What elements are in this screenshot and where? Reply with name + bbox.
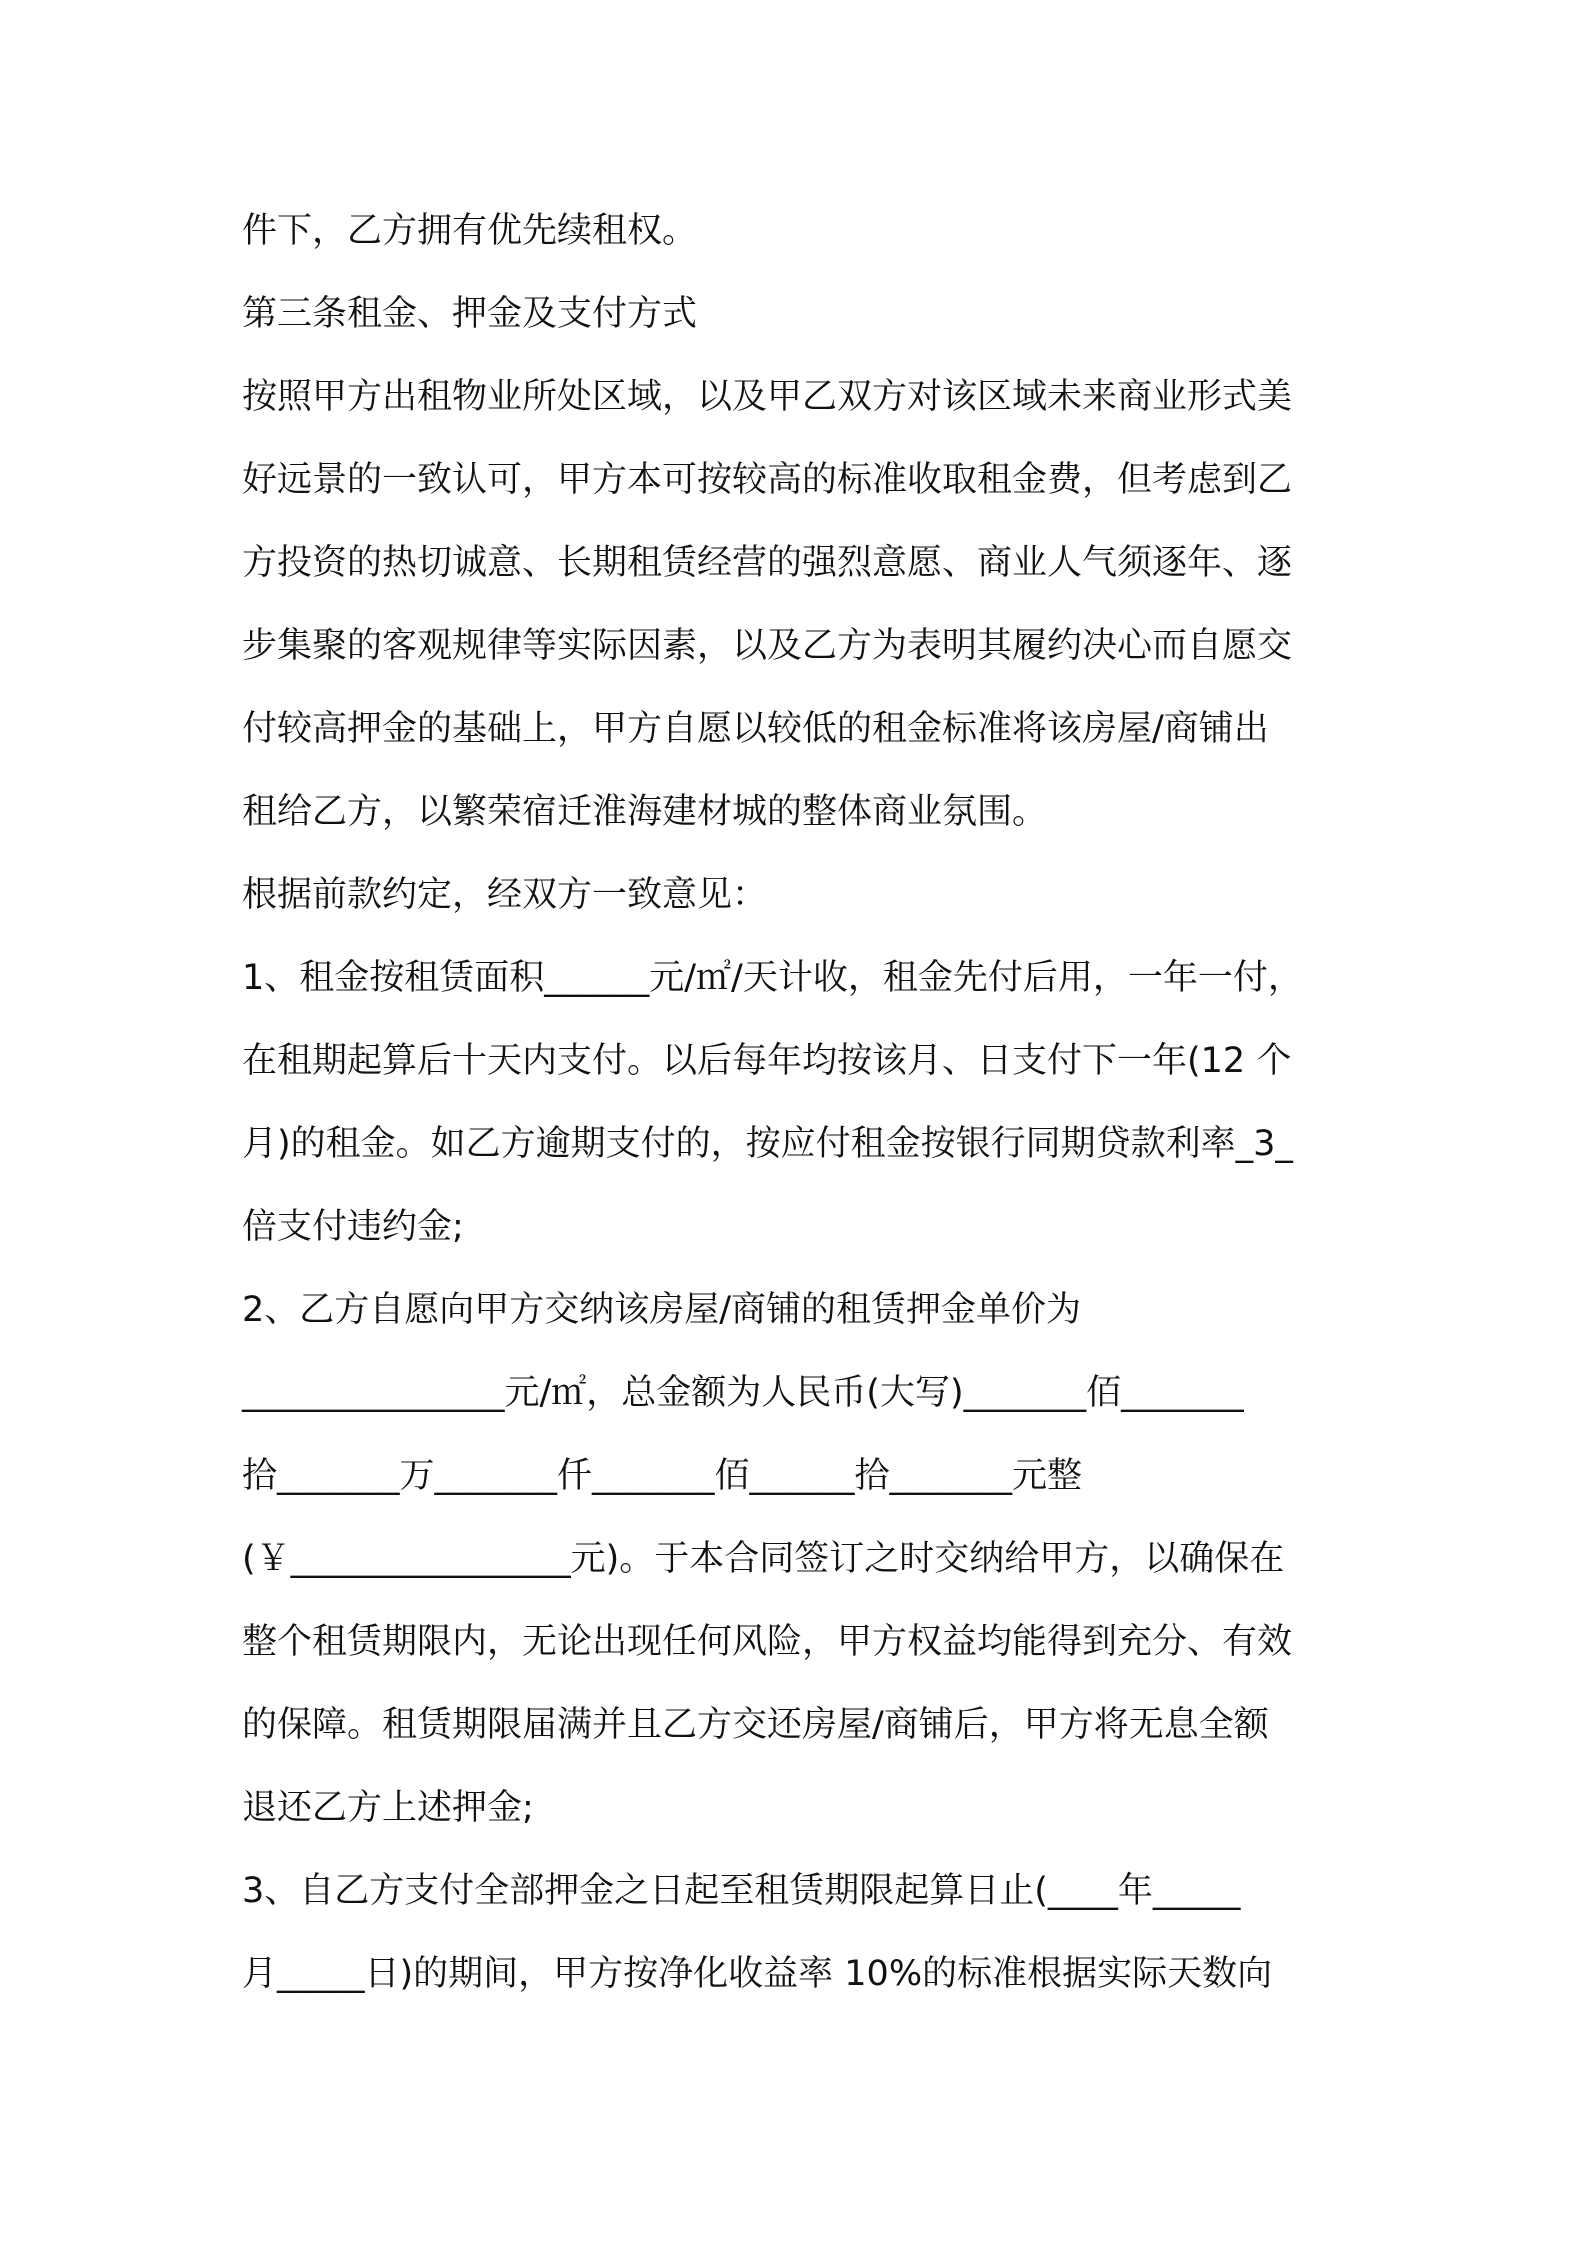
text-line: 方投资的热切诚意、长期租赁经营的强烈意愿、商业人气须逐年、逐 — [242, 543, 1293, 583]
clause-2-line: 2、乙方自愿向甲方交纳该房屋/商铺的租赁押金单价为 — [242, 1290, 1082, 1330]
clause-3-line: 月_____日)的期间，甲方按净化收益率 10%的标准根据实际天数向 — [242, 1954, 1273, 1994]
section-heading: 第三条租金、押金及支付方式 — [242, 294, 698, 334]
text-line: 付较高押金的基础上，甲方自愿以较低的租金标准将该房屋/商铺出 — [242, 709, 1269, 749]
clause-1-line: 倍支付违约金; — [242, 1207, 464, 1247]
text-line: 按照甲方出租物业所处区域，以及甲乙双方对该区域未来商业形式美 — [242, 377, 1293, 417]
clause-2-line: 退还乙方上述押金; — [242, 1788, 534, 1828]
clause-2-line: _______________元/㎡，总金额为人民币(大写)_______佰_______ — [242, 1373, 1244, 1413]
text-line: 好远景的一致认可，甲方本可按较高的标准收取租金费，但考虑到乙 — [242, 460, 1293, 500]
contract-body — [242, 198, 1360, 2024]
text-line: 根据前款约定，经双方一致意见： — [242, 875, 768, 915]
text-line: 件下，乙方拥有优先续租权。 — [242, 211, 698, 251]
text-line: 租给乙方，以繁荣宿迁淮海建材城的整体商业氛围。 — [242, 792, 1048, 832]
text-line: 步集聚的客观规律等实际因素，以及乙方为表明其履约决心而自愿交 — [242, 626, 1293, 666]
clause-1-line: 月)的租金。如乙方逾期支付的，按应付租金按银行同期贷款利率_3_ — [242, 1124, 1293, 1164]
clause-3-line: 3、自乙方支付全部押金之日起至租赁期限起算日止(____年_____ — [242, 1871, 1241, 1911]
clause-2-line: 拾_______万_______仟_______佰______拾_______元整 — [242, 1456, 1083, 1496]
clause-1-line: 在租期起算后十天内支付。以后每年均按该月、日支付下一年(12 个 — [242, 1041, 1292, 1081]
clause-2-line: 整个租赁期限内，无论出现任何风险，甲方权益均能得到充分、有效 — [242, 1622, 1293, 1662]
clause-1-line: 1、租金按租赁面积______元/㎡/天计收，租金先付后用，一年一付， — [242, 958, 1303, 998]
clause-2-line: 的保障。租赁期限届满并且乙方交还房屋/商铺后，甲方将无息全额 — [242, 1705, 1269, 1745]
clause-2-line: (￥________________元)。于本合同签订之时交纳给甲方，以确保在 — [242, 1539, 1285, 1579]
